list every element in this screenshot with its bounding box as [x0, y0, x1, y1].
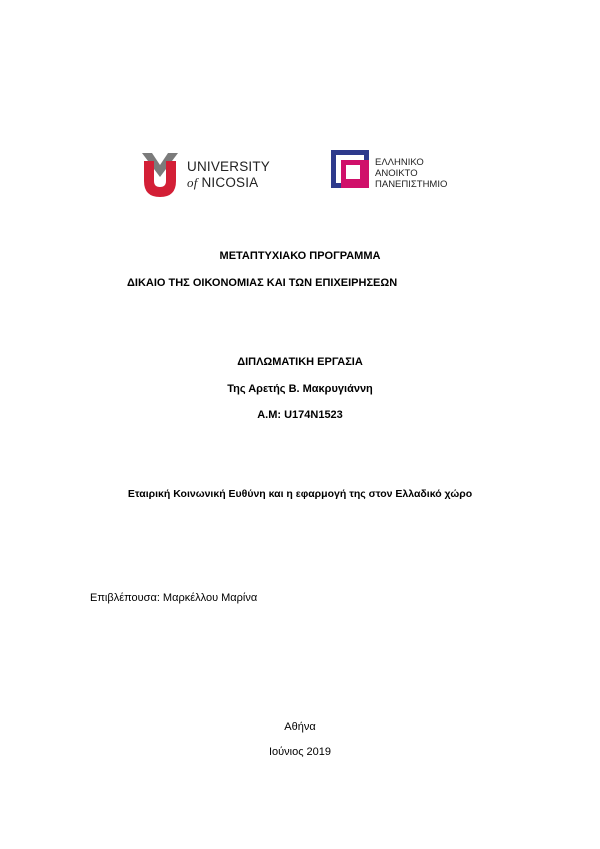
- program-title: ΜΕΤΑΠΤΥΧΙΑΚΟ ΠΡΟΓΡΑΜΜΑ: [219, 250, 381, 262]
- unic-logo-nicosia: NICOSIA: [201, 175, 259, 190]
- program-subtitle: ΔΙΚΑΙΟ ΤΗΣ ΟΙΚΟΝΟΜΙΑΣ ΚΑΙ ΤΩΝ ΕΠΙΧΕΙΡΗΣΕΩΝ: [127, 277, 398, 289]
- university-of-nicosia-logo: [140, 151, 271, 199]
- eap-logo-line1: ΕΛΛΗΝΙΚΟ: [375, 157, 424, 168]
- thesis-author: Της Αρετής Β. Μακρυγιάννη: [227, 383, 373, 395]
- hellenic-open-university-logo: [330, 148, 460, 194]
- unic-logo-line2: [187, 176, 258, 190]
- supervisor: Επιβλέπουσα: Μαρκέλλου Μαρίνα: [90, 592, 258, 604]
- unic-logo-line1: UNIVERSITY: [187, 159, 271, 174]
- thesis-title: Εταιρική Κοινωνική Ευθύνη και η εφαρμογή της στον Ελλαδικό χώρο: [127, 488, 473, 500]
- date: Ιούνιος 2019: [268, 746, 332, 758]
- eap-emblem-icon: [330, 148, 372, 192]
- unic-logo-of: of: [187, 175, 198, 190]
- unic-shield-icon: [140, 151, 180, 199]
- place: Αθήνα: [284, 721, 316, 733]
- student-id: Α.Μ: U174N1523: [257, 409, 343, 421]
- eap-logo-line2: ΑΝΟΙΚΤΟ: [375, 168, 418, 179]
- thesis-type: ΔΙΠΛΩΜΑΤΙΚΗ ΕΡΓΑΣΙΑ: [237, 356, 363, 368]
- eap-logo-line3: ΠΑΝΕΠΙΣΤΗΜΙΟ: [375, 179, 448, 190]
